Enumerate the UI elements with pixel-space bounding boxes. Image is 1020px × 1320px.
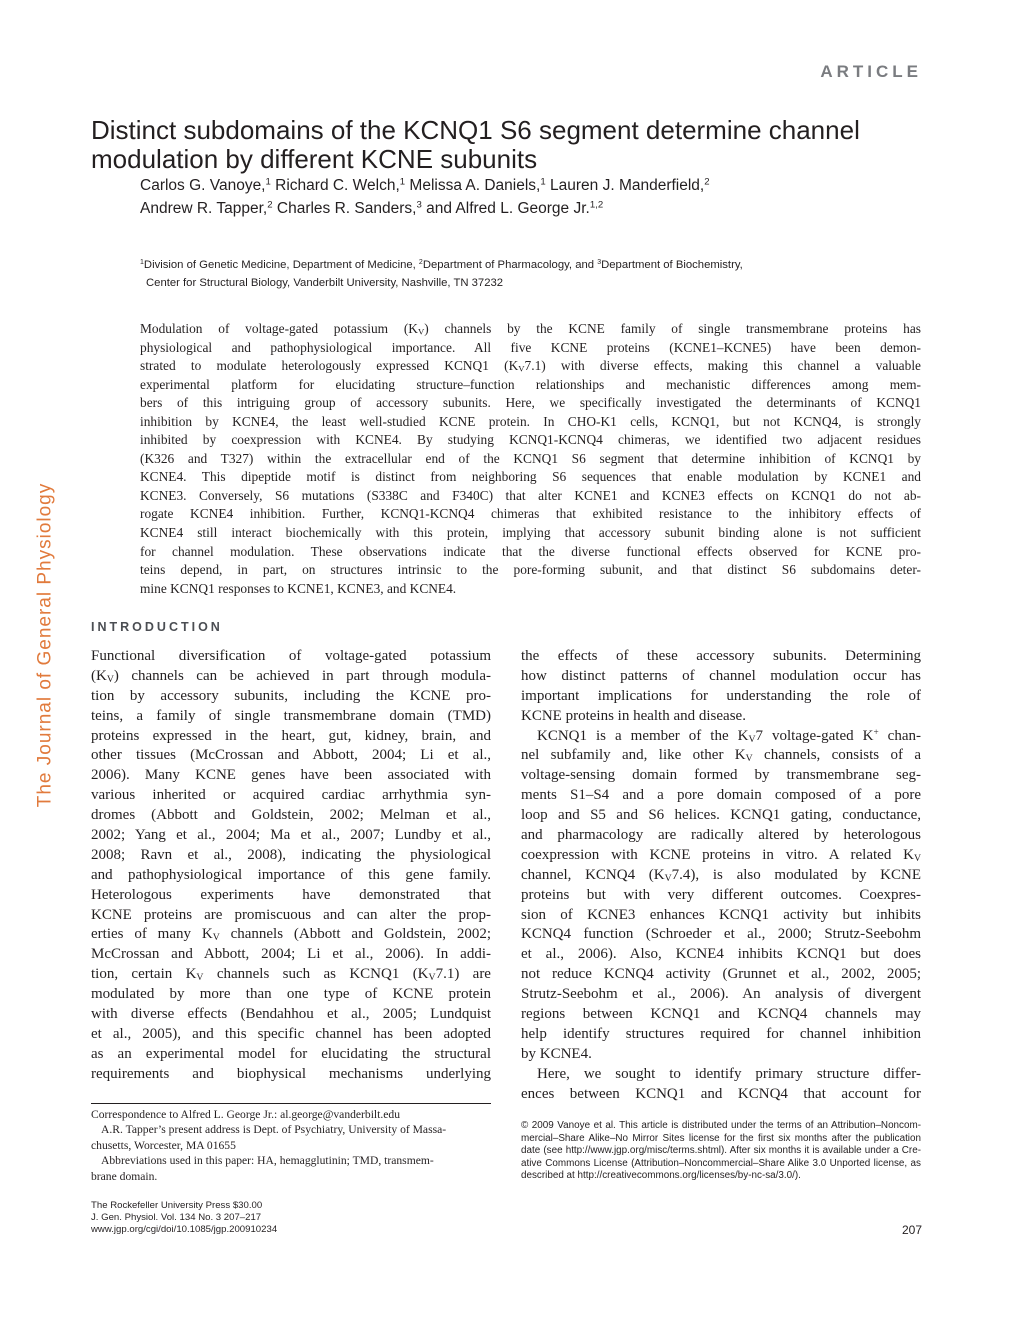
body-line: important implications for understanding the role of: [521, 687, 921, 704]
abstract-line: rogate KCNE4 inhibition. Further, KCNQ1-KCNQ4 chimeras that exhibited resistance to the inhibitory effects of: [140, 506, 921, 522]
publisher-line: The Rockefeller University Press $30.00: [91, 1200, 263, 1211]
body-line: teins, a family of single transmembrane domain (TMD): [91, 707, 491, 724]
body-line: [91, 925, 491, 945]
body-line: et al., 2006). Also, KCNE4 inhibits KCNQ1 but does: [521, 946, 921, 963]
body-text: tion, certain K: [91, 966, 197, 983]
body-line: regions between KCNQ1 and KCNQ4 channels may: [521, 1006, 921, 1023]
citation-line: J. Gen. Physiol. Vol. 134 No. 3 207–217: [91, 1212, 262, 1224]
title-line-1: Distinct subdomains of the KCNQ1 S6 segment determine channel: [91, 115, 860, 145]
footnotes: [91, 1107, 491, 1184]
affiliation-text: Division of Genetic Medicine, Department of Medicine,: [143, 259, 419, 271]
author-affiliation-marker: 2: [704, 176, 710, 188]
body-text: chan-: [878, 727, 921, 744]
body-line: the effects of these accessory subunits. Determining: [521, 648, 921, 664]
body-line: 2002; Yang et al., 2004; Ma et al., 2007; Lundby et al.,: [91, 827, 491, 844]
body-text: coexpression with KCNE proteins in vitro. A related K: [521, 846, 914, 863]
abstract-text: ) channels by the KCNE family of single transmembrane proteins has: [424, 321, 921, 336]
abstract-line: experimental platform for elucidating structure–function relationships and mechanistic differences among mem-: [140, 376, 921, 392]
abstract-text: Modulation of voltage-gated potassium (K: [140, 321, 418, 336]
body-line: Heterologous experiments have demonstrated that: [91, 886, 491, 903]
body-line: by KCNE4.: [521, 1045, 592, 1062]
author-line-1: [140, 174, 900, 197]
abstract-line: inhibition by KCNE4, the least well-studied KCNE protein. In CHO-K1 cells, KCNQ1, but not KCNQ4, is strongly: [140, 413, 921, 429]
body-line: various inherited or acquired cardiac arrhythmia syn-: [91, 787, 491, 804]
body-line: KCNQ4 function (Schroeder et al., 2000; Strutz-Seebohm: [521, 926, 921, 943]
license-line: ative Commons License (Attribution–Noncommercial–Share Alike 3.0 Unported license, as: [521, 1157, 921, 1169]
body-line: [91, 667, 491, 687]
author-name: Lauren J. Manderfield,: [545, 177, 705, 194]
body-text: channels, consists of a: [752, 747, 921, 764]
body-line: loop and S5 and S6 helices. KCNQ1 gating, conductance,: [521, 807, 921, 824]
author-name: Melissa A. Daniels,: [405, 177, 541, 194]
author-name: Carlos G. Vanoye,: [140, 177, 266, 194]
body-line: [521, 746, 921, 766]
body-text: (K: [91, 667, 107, 684]
superscript: +: [873, 727, 879, 738]
body-line: help identify structures required for channel inhibition: [521, 1025, 921, 1042]
author-affiliation-marker: 3: [416, 199, 422, 211]
body-line: proteins expressed in the heart, gut, kidney, brain, and: [91, 727, 491, 744]
body-line: with diverse effects (Bendahhou et al., 2005; Lundquist: [91, 1006, 491, 1023]
body-line: requirements and biophysical mechanisms underlying: [91, 1065, 491, 1082]
page-number: 207: [901, 1223, 922, 1237]
body-column-right: [521, 647, 921, 1104]
article-title: [91, 116, 891, 174]
license-line: © 2009 Vanoye et al. This article is distributed under the terms of an Attribution–Noncom-: [521, 1120, 921, 1131]
author-affiliation-marker: 1: [265, 176, 271, 188]
author-affiliation-marker: 2: [267, 199, 273, 211]
abstract-line: [140, 320, 921, 339]
footnote-divider: [91, 1103, 491, 1104]
body-text: nel subfamily and, like other K: [521, 747, 746, 764]
body-line: [521, 866, 921, 886]
affiliation-text: Department of Biochemistry,: [601, 259, 743, 271]
license-line: described at http://creativecommons.org/licenses/by-nc-sa/3.0/).: [521, 1170, 801, 1181]
body-line: other tissues (McCrossan and Abbott, 2004; Li et al.,: [91, 747, 491, 764]
body-line: [521, 846, 921, 866]
address-note: chusetts, Worcester, MA 01655: [91, 1138, 236, 1152]
abstract-line: KCNE3. Conversely, S6 mutations (S338C and F340C) that alter KCNE1 and KCNE3 effects on KCNQ1 do not ab-: [140, 487, 921, 503]
body-line: KCNE proteins in health and disease.: [521, 707, 746, 724]
body-text: channels (Abbott and Goldstein, 2002;: [219, 926, 491, 943]
body-line: et al., 2005), and this specific channel has been adopted: [91, 1025, 491, 1042]
abstract-text: strated to modulate heterologously expressed KCNQ1 (K: [140, 358, 519, 374]
body-line: how distinct patterns of channel modulation occur has: [521, 667, 921, 684]
abstract-line: mine KCNQ1 responses to KCNE1, KCNE3, and KCNE4.: [140, 580, 457, 596]
abbreviations-note: Abbreviations used in this paper: HA, hemagglutinin; TMD, transmem-: [101, 1154, 434, 1168]
abstract-line: inhibited by coexpression with KCNE4. By studying KCNQ1-KCNQ4 chimeras, we identified two adjacent residues: [140, 432, 921, 448]
abbreviations-note: brane domain.: [91, 1169, 158, 1183]
body-line: 2006). Many KCNE genes have been associated with: [91, 767, 491, 784]
abstract: [140, 320, 921, 598]
author-name: Andrew R. Tapper,: [140, 200, 268, 217]
body-text: 7.4), is also modulated by KCNE: [671, 866, 921, 883]
affiliation-marker: 1: [140, 259, 144, 267]
body-text: 7.1) are: [435, 966, 491, 983]
subscript: V: [748, 733, 756, 745]
affiliation-line-2: Center for Structural Biology, Vanderbilt University, Nashville, TN 37232: [146, 277, 504, 289]
affiliation-line-1: [140, 256, 910, 274]
subscript: V: [196, 972, 204, 984]
abstract-line: KCNE4 still interact biochemically with this protein, implying that accessory subunit binding alone is not sufficient: [140, 525, 921, 541]
body-line: Functional diversification of voltage-gated potassium: [91, 648, 491, 664]
abstract-line: bers of this intriguing group of accessory subunits. Here, we specifically investigated the determinants of KCNQ1: [140, 395, 921, 411]
body-line: KCNE proteins are promiscuous and can alter the prop-: [91, 906, 491, 923]
author-name: and Alfred L. George Jr.: [421, 200, 590, 217]
body-text: KCNQ1 is a member of the K: [537, 727, 749, 744]
abstract-text: 7.1) with diverse effects, making this channel a valuable: [524, 358, 921, 374]
body-line: dromes (Abbott and Goldstein, 2002; Melman et al.,: [91, 807, 491, 824]
body-line: ments S1–S4 and a pore domain composed of a pore: [521, 787, 921, 804]
section-heading-introduction: INTRODUCTION: [91, 620, 223, 634]
body-text: channels such as KCNQ1 (K: [203, 966, 429, 983]
body-line: and pathophysiological importance of this gene family.: [91, 866, 491, 883]
body-line: 2008; Ravn et al., 2008), indicating the physiological: [91, 846, 491, 863]
body-line: [91, 965, 491, 985]
title-line-2: modulation by different KCNE subunits: [91, 144, 538, 174]
body-text: erties of many K: [91, 926, 213, 943]
body-line: as an experimental model for elucidating the structural: [91, 1045, 491, 1062]
subscript: V: [212, 932, 220, 944]
subscript: V: [417, 326, 425, 337]
address-note: A.R. Tapper’s present address is Dept. of Psychiatry, University of Massa-: [101, 1123, 447, 1137]
subscript: V: [913, 852, 921, 864]
author-affiliation-marker: 1,2: [589, 199, 604, 211]
body-line: ences between KCNQ1 and KCNQ4 that account for: [521, 1085, 921, 1102]
author-line-2: [140, 197, 900, 220]
author-affiliation-marker: 1: [540, 176, 546, 188]
abstract-line: teins depend, in part, on structures intrinsic to the pore-forming subunit, and that distinct S6 subdomains deter-: [140, 562, 921, 578]
license-statement: [521, 1120, 921, 1183]
body-line: proteins but with very different outcomes. Coexpres-: [521, 886, 921, 903]
body-line: and pharmacology are radically altered by heterologous: [521, 827, 921, 844]
subscript: V: [745, 753, 753, 765]
subscript: V: [518, 363, 525, 374]
subscript: V: [106, 673, 114, 685]
subscript: V: [428, 972, 436, 984]
affiliation-text: Department of Pharmacology, and: [422, 259, 598, 271]
author-name: Richard C. Welch,: [270, 177, 400, 194]
page-footer: [91, 1200, 277, 1237]
body-line: tion by accessory subunits, including the KCNE pro-: [91, 687, 491, 704]
abstract-line: for channel modulation. These observations indicate that the diverse functional effects observed for KCNE pro-: [140, 543, 921, 559]
body-line: Strutz-Seebohm et al., 2006). An analysis of divergent: [521, 986, 921, 1003]
author-list: [140, 174, 900, 220]
license-line: date (see http://www.jgp.org/misc/terms.shtml). After six months it is available under a Cre-: [521, 1145, 921, 1156]
doi-link[interactable]: www.jgp.org/cgi/doi/10.1085/jgp.200910234: [91, 1224, 278, 1236]
article-type-label: ARTICLE: [820, 62, 922, 81]
abstract-line: (K326 and T327) within the extracellular end of the KCNQ1 S6 segment that determine inhibition of KCNQ1 by: [140, 450, 921, 466]
subscript: V: [664, 872, 672, 884]
body-column-left: [91, 647, 491, 1085]
abstract-line: physiological and pathophysiological importance. All five KCNE proteins (KCNE1–KCNE5) have been demon-: [140, 339, 921, 355]
body-text: ) channels can be achieved in part through modula-: [113, 667, 491, 684]
body-text: channel, KCNQ4 (K: [521, 866, 665, 883]
abstract-line: [140, 357, 921, 376]
license-line: mercial–Share Alike–No Mirror Sites license for the first six months after the publication: [521, 1132, 921, 1144]
body-line: not reduce KCNQ4 activity (Grunnet et al., 2002, 2005;: [521, 966, 921, 983]
body-line: Here, we sought to identify primary structure differ-: [537, 1065, 921, 1082]
body-line: [521, 727, 921, 747]
author-affiliation-marker: 1: [399, 176, 406, 188]
author-name: Charles R. Sanders,: [272, 200, 417, 217]
affiliations: [140, 256, 910, 292]
affiliation-marker: 2: [418, 259, 423, 267]
affiliation-marker: 3: [597, 259, 602, 267]
body-line: voltage-sensing domain formed by transmembrane seg-: [521, 767, 921, 784]
body-line: sion of KCNE3 enhances KCNQ1 activity but inhibits: [521, 906, 921, 923]
body-line: modulated by more than one type of KCNE protein: [91, 986, 491, 1003]
correspondence-note: Correspondence to Alfred L. George Jr.: al.george@vanderbilt.edu: [91, 1108, 401, 1121]
abstract-line: KCNE4. This dipeptide motif is distinct from neighboring S6 sequences that enable modulation by KCNE1 and: [140, 469, 921, 485]
body-text: 7 voltage-gated K: [755, 727, 874, 744]
journal-name-sidebar: The Journal of General Physiology: [33, 482, 55, 808]
body-line: McCrossan and Abbott, 2004; Li et al., 2006). In addi-: [91, 946, 491, 963]
